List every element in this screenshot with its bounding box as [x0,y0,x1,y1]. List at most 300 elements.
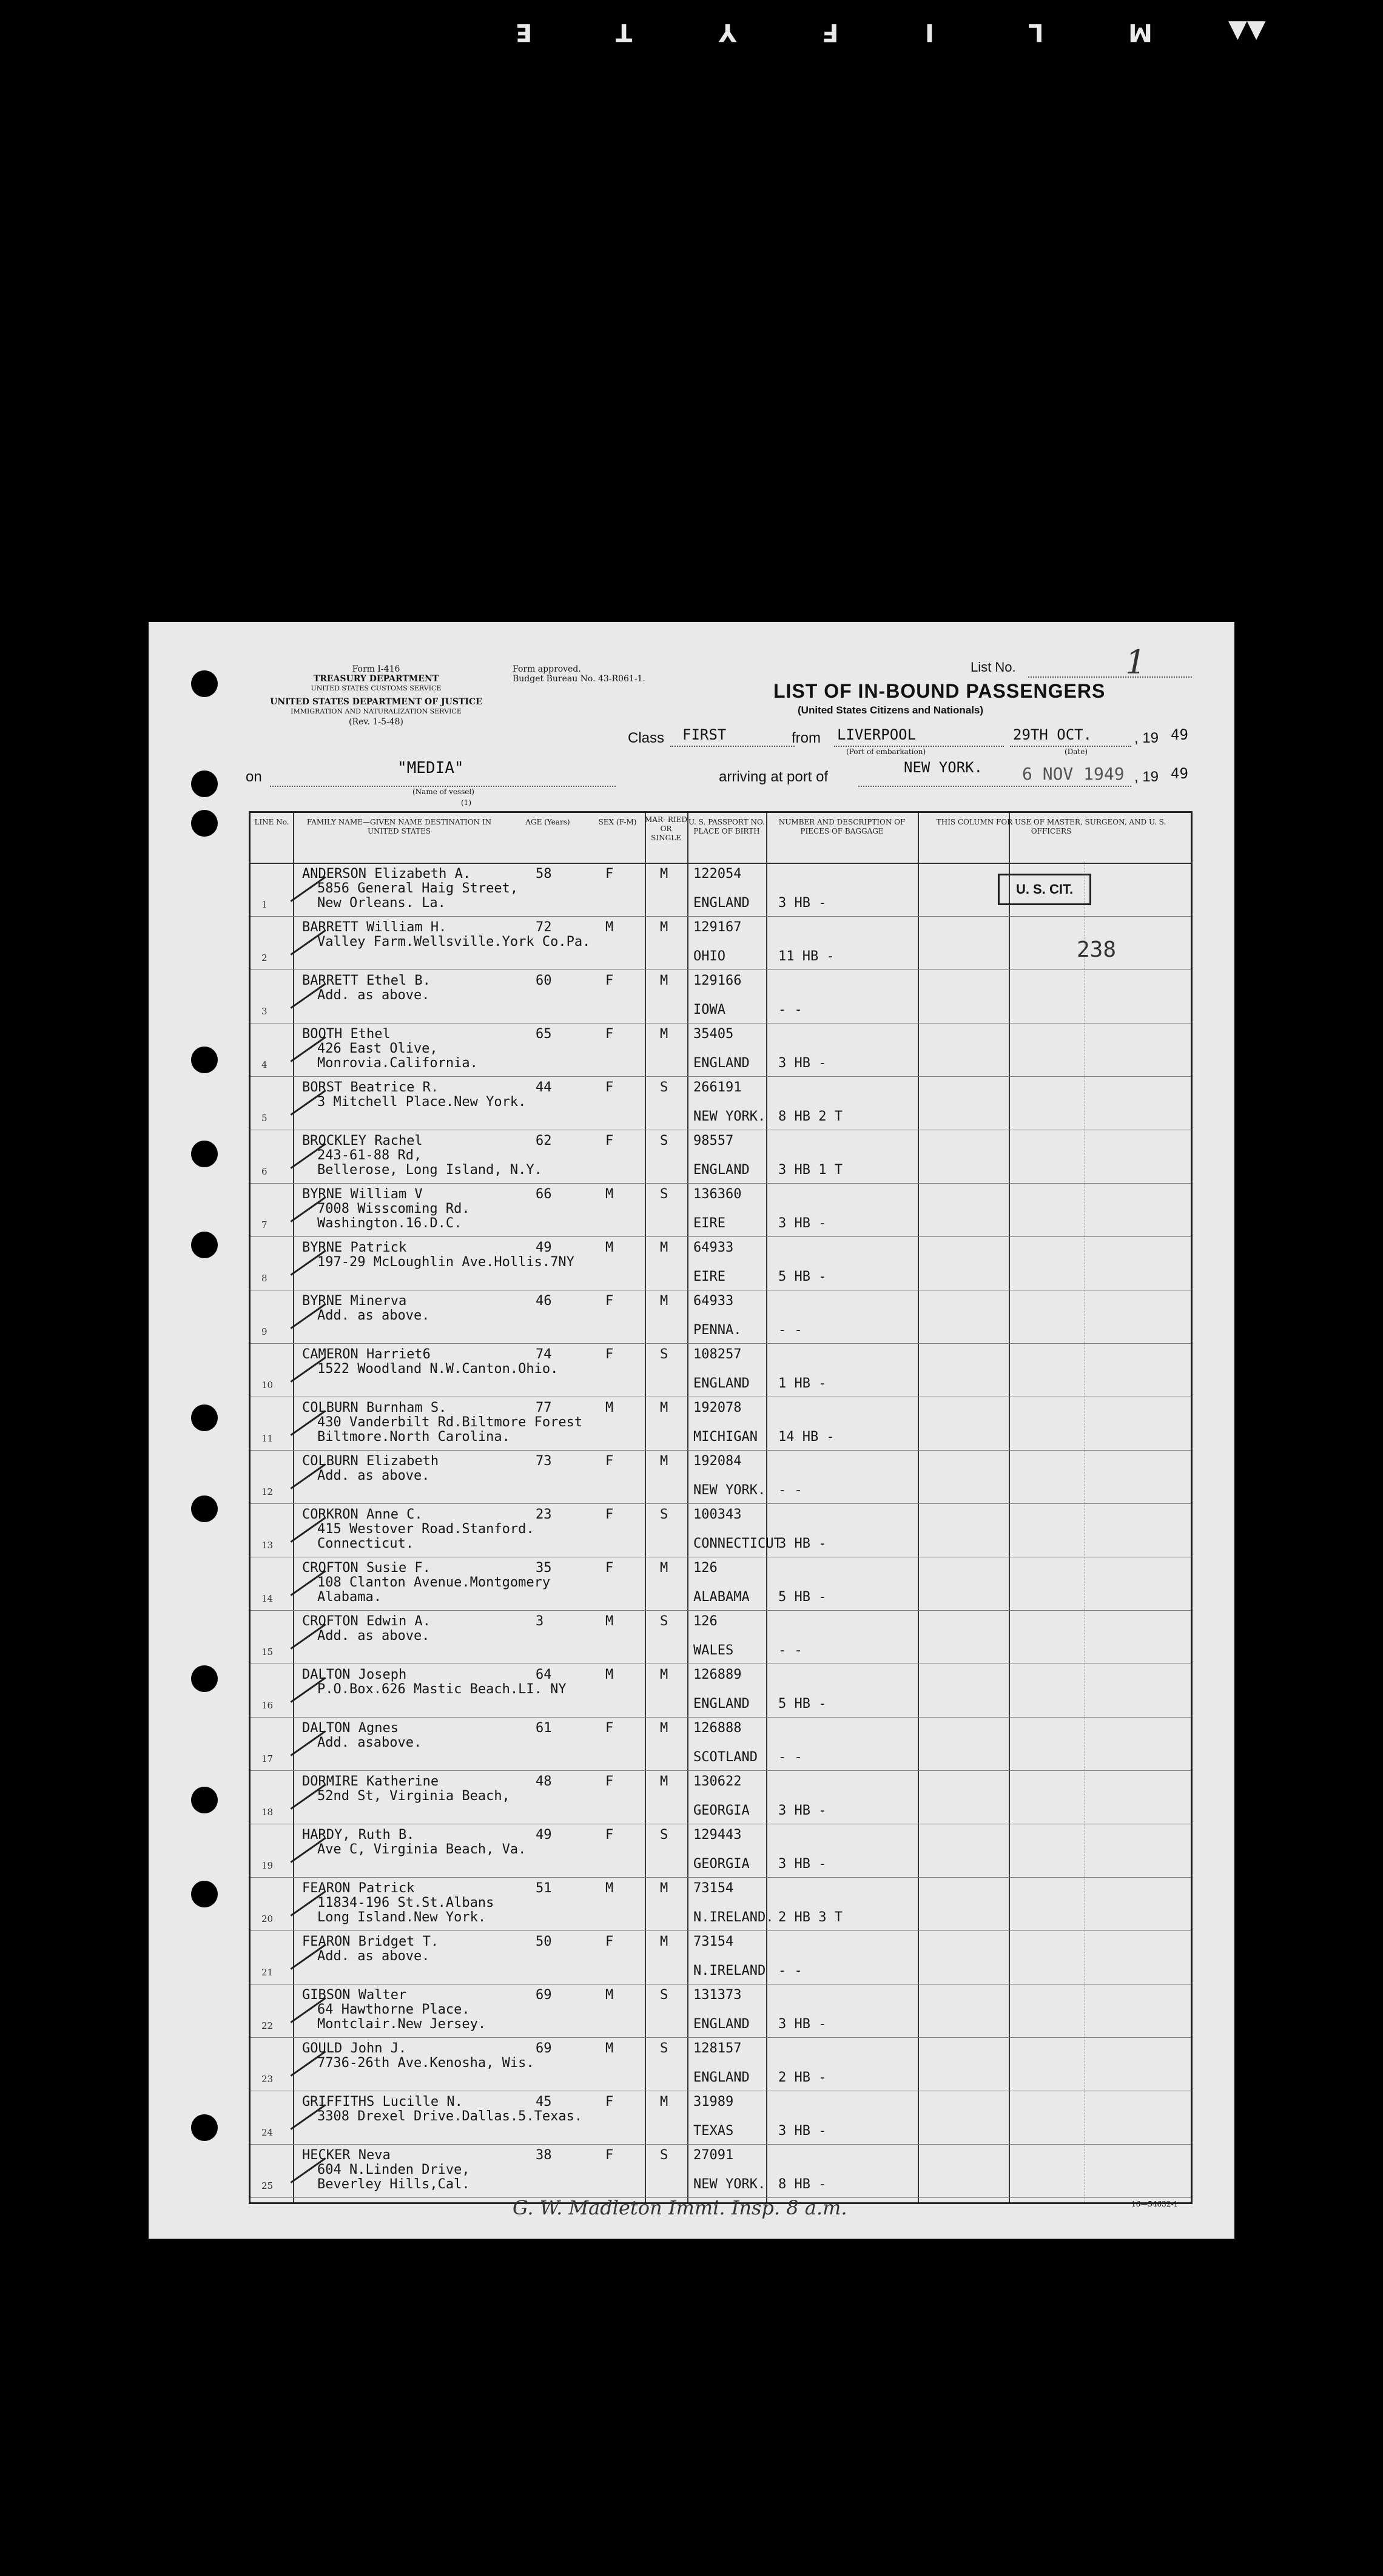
age-cell: 69 [536,1988,552,2003]
line-number: 24 [261,2127,274,2138]
address-line-1: 415 Westover Road.Stanford. [317,1522,534,1537]
passport-number: 126 [693,1614,718,1629]
sex-cell: F [605,2094,614,2109]
sex-cell: F [605,1347,614,1362]
embarkation-port: LIVERPOOL [837,726,917,743]
vessel-column-number: (1) [461,798,471,807]
place-of-birth: TEXAS [693,2123,734,2139]
table-row [251,971,1191,1022]
place-of-birth: GEORGIA [693,1803,750,1818]
passport-number: 27091 [693,2148,734,2163]
marital-status-cell: S [660,1347,668,1362]
baggage-cell: 3 HB - [778,1056,827,1071]
address-line-1: Valley Farm.Wellsville.York Co.Pa. [317,934,591,949]
table-row [251,1024,1191,1075]
baggage-cell: 8 HB - [778,2177,827,2192]
passport-number: 129166 [693,973,742,988]
age-cell: 35 [536,1560,552,1576]
baggage-cell: - - [778,1643,803,1658]
row-rule [251,1610,1191,1611]
passenger-name: FEARON Bridget T. [302,1934,439,1949]
from-label: from [792,730,821,746]
punch-hole [191,1495,218,1522]
baggage-cell: 2 HB 3 T [778,1910,843,1925]
punch-hole [191,1141,218,1167]
table-row [251,1932,1191,1983]
place-of-birth: EIRE [693,1269,725,1284]
age-cell: 49 [536,1827,552,1843]
passport-number: 128157 [693,2041,742,2056]
address-line-1: 7736-26th Ave.Kenosha, Wis. [317,2055,534,2071]
address-line-1: 3 Mitchell Place.New York. [317,1094,527,1110]
passport-number: 136360 [693,1187,742,1202]
manifest-sheet [149,622,1234,2239]
table-row [251,1505,1191,1556]
year-2: 49 [1171,765,1188,782]
sex-cell: M [605,920,614,935]
marital-status-cell: S [660,2041,668,2056]
passenger-name: CROFTON Susie F. [302,1560,431,1576]
line-number: 13 [261,1540,274,1551]
passport-number: 73154 [693,1934,734,1949]
passport-number: 122054 [693,866,742,882]
film-letter: I [925,18,934,46]
justice-dept: UNITED STATES DEPARTMENT OF JUSTICE [270,697,482,707]
row-rule [251,1236,1191,1237]
punch-hole [191,810,218,837]
place-of-birth: SCOTLAND [693,1750,758,1765]
address-line-1: 52nd St, Virginia Beach, [317,1789,510,1804]
class-value: FIRST [682,726,727,743]
row-rule [251,1877,1191,1878]
marital-status-cell: M [660,2094,668,2109]
line-number: 25 [261,2180,274,2191]
age-cell: 51 [536,1881,552,1896]
passenger-table [249,811,1193,2204]
baggage-cell: 2 HB - [778,2070,827,2085]
baggage-cell: 5 HB - [778,1696,827,1711]
passenger-name: BORST Beatrice R. [302,1080,439,1095]
table-row [251,1131,1191,1182]
passenger-name: BYRNE Minerva [302,1293,407,1309]
place-of-birth: N.IRELAND [693,1963,766,1978]
age-cell: 49 [536,1240,552,1255]
baggage-cell: - - [778,1750,803,1765]
table-row [251,2038,1191,2089]
sex-cell: F [605,1721,614,1736]
marital-status-cell: S [660,1080,668,1095]
punch-hole [191,1232,218,1258]
table-row [251,1772,1191,1822]
address-line-1: 5856 General Haig Street, [317,881,519,896]
immigration-service: IMMIGRATION AND NATURALIZATION SERVICE [291,707,462,715]
table-row [251,1985,1191,2036]
sex-cell: M [605,1240,614,1255]
baggage-cell: 3 HB - [778,1856,827,1872]
sex-cell: F [605,866,614,882]
age-cell: 66 [536,1187,552,1202]
sex-cell: M [605,1988,614,2003]
age-cell: 73 [536,1454,552,1469]
sex-cell: F [605,1507,614,1522]
list-no-value: 1 [1125,643,1146,681]
passport-number: 100343 [693,1507,742,1522]
passenger-name: CAMERON Harriet6 [302,1347,431,1362]
table-row [251,2145,1191,2196]
passport-number: 64933 [693,1240,734,1255]
year-1: 49 [1171,726,1188,743]
passport-number: 192084 [693,1454,742,1469]
place-of-birth: ALABAMA [693,1590,750,1605]
row-rule [251,1450,1191,1451]
passport-number: 192078 [693,1400,742,1415]
address-line-1: Add. as above. [317,988,430,1003]
colhead-name: FAMILY NAME—GIVEN NAME DESTINATION IN UNITED STATES [306,818,492,835]
line-number: 7 [261,1219,268,1230]
line-number: 23 [261,2074,274,2085]
inspector-signature: G. W. Madleton Immi. Insp. 8 a.m. [513,2196,847,2219]
marital-status-cell: M [660,1454,668,1469]
passenger-name: BARRETT Ethel B. [302,973,431,988]
punch-hole [191,1404,218,1431]
address-line-1: 64 Hawthorne Place. [317,2002,470,2017]
colhead-baggage: NUMBER AND DESCRIPTION OF PIECES OF BAGGAGE [778,818,906,835]
address-line-2: Long Island.New York. [317,1910,486,1925]
address-line-1: P.O.Box.626 Mastic Beach.LI. NY [317,1682,567,1697]
form-number: Form I-416 [352,664,400,674]
marital-status-cell: M [660,1560,668,1576]
place-of-birth: NEW YORK. [693,1483,766,1498]
table-row [251,1878,1191,1929]
sex-cell: F [605,1774,614,1789]
marital-status-cell: M [660,973,668,988]
line-number: 2 [261,953,268,963]
address-line-1: Ave C, Virginia Beach, Va. [317,1842,527,1857]
passport-number: 98557 [693,1133,734,1148]
age-cell: 38 [536,2148,552,2163]
marital-status-cell: M [660,1240,668,1255]
passenger-name: GRIFFITHS Lucille N. [302,2094,463,2109]
row-rule [251,1930,1191,1931]
address-line-1: Add. as above. [317,1308,430,1323]
line-number: 9 [261,1326,268,1337]
colhead-married: MAR- RIED OR SINGLE [645,815,688,842]
baggage-cell: 3 HB - [778,2017,827,2032]
address-line-1: Add. as above. [317,1468,430,1483]
vessel-name: "MEDIA" [397,759,464,777]
age-cell: 48 [536,1774,552,1789]
budget-bureau: Budget Bureau No. 43-R061-1. [513,674,645,684]
place-of-birth: IOWA [693,1002,725,1017]
place-of-birth: ENGLAND [693,2017,750,2032]
passenger-name: DALTON Agnes [302,1721,399,1736]
passenger-name: HARDY, Ruth B. [302,1827,415,1843]
sex-cell: F [605,1827,614,1843]
line-number: 6 [261,1166,268,1177]
film-letter: ▲▲ [1228,18,1266,46]
line-number: 4 [261,1059,268,1070]
year-prefix-1: , 19 [1134,730,1159,746]
sex-cell: M [605,1614,614,1629]
passport-number: 131373 [693,1988,742,2003]
line-number: 10 [261,1380,274,1391]
address-line-1: 197-29 McLoughlin Ave.Hollis.7NY [317,1255,574,1270]
baggage-cell: 3 HB - [778,895,827,911]
address-line-1: 108 Clanton Avenue.Montgomery [317,1575,551,1590]
passenger-name: DALTON Joseph [302,1667,407,1682]
place-of-birth: ENGLAND [693,1696,750,1711]
baggage-cell: - - [778,1963,803,1978]
place-of-birth: GEORGIA [693,1856,750,1872]
film-letter: Y [719,18,736,46]
age-cell: 61 [536,1721,552,1736]
place-of-birth: NEW YORK. [693,1109,766,1124]
address-line-2: Montclair.New Jersey. [317,2017,486,2032]
line-number: 1 [261,899,268,910]
colhead-sex: SEX (F-M) [598,818,637,826]
baggage-cell: 3 HB - [778,2123,827,2139]
table-row [251,1665,1191,1716]
sex-cell: M [605,1667,614,1682]
table-row [251,1398,1191,1449]
arrival-line [858,786,1131,787]
marital-status-cell: M [660,1721,668,1736]
us-citizen-stamp: U. S. CIT. [998,874,1091,905]
passenger-name: DORMIRE Katherine [302,1774,439,1789]
passenger-name: BARRETT William H. [302,920,447,935]
age-cell: 65 [536,1027,552,1042]
baggage-cell: 3 HB - [778,1803,827,1818]
passenger-name: GIBSON Walter [302,1988,407,2003]
age-cell: 50 [536,1934,552,1949]
baggage-cell: 3 HB 1 T [778,1162,843,1178]
place-of-birth: NEW YORK. [693,2177,766,2192]
age-cell: 72 [536,920,552,935]
place-of-birth: WALES [693,1643,734,1658]
address-line-1: 1522 Woodland N.W.Canton.Ohio. [317,1361,559,1377]
address-line-1: 430 Vanderbilt Rd.Biltmore Forest [317,1415,583,1430]
line-number: 8 [261,1273,268,1284]
sex-cell: M [605,2041,614,2056]
baggage-cell: - - [778,1483,803,1498]
punch-hole [191,1881,218,1907]
line-number: 22 [261,2020,274,2031]
sex-cell: F [605,2148,614,2163]
table-row [251,1077,1191,1128]
sex-cell: F [605,1934,614,1949]
address-line-1: Add. as above. [317,1949,430,1964]
marital-status-cell: S [660,1614,668,1629]
age-cell: 45 [536,2094,552,2109]
place-of-birth: OHIO [693,949,725,964]
passenger-name: BYRNE Patrick [302,1240,407,1255]
line-number: 16 [261,1700,274,1711]
age-cell: 23 [536,1507,552,1522]
place-of-birth: CONNECTICUT [693,1536,782,1551]
baggage-cell: 1 HB - [778,1376,827,1391]
marital-status-cell: M [660,1027,668,1042]
line-number: 5 [261,1113,268,1124]
marital-status-cell: S [660,1507,668,1522]
passport-number: 129167 [693,920,742,935]
passport-number: 73154 [693,1881,734,1896]
baggage-cell: 14 HB - [778,1429,835,1445]
table-row [251,1184,1191,1235]
age-cell: 69 [536,2041,552,2056]
film-letter: M [1128,18,1152,46]
place-of-birth: ENGLAND [693,1376,750,1391]
punch-hole [191,1787,218,1813]
passport-number: 108257 [693,1347,742,1362]
form-revision: (Rev. 1-5-48) [349,717,403,727]
year-prefix-2: , 19 [1134,769,1159,785]
address-line-1: 243-61-88 Rd, [317,1148,422,1163]
baggage-cell: 5 HB - [778,1590,827,1605]
sex-cell: F [605,1080,614,1095]
address-line-2: Biltmore.North Carolina. [317,1429,510,1445]
place-of-birth: ENGLAND [693,2070,750,2085]
arrival-date-stamp: 6 NOV 1949 [1022,764,1125,784]
treasury-dept: TREASURY DEPARTMENT [313,674,439,684]
age-cell: 62 [536,1133,552,1148]
colhead-passport: U. S. PASSPORT NO. PLACE OF BIRTH [688,818,765,835]
film-letter: L [1028,18,1044,46]
marital-status-cell: M [660,1934,668,1949]
sex-cell: F [605,973,614,988]
place-of-birth: N.IRELAND. [693,1910,774,1925]
baggage-cell: 11 HB - [778,949,835,964]
list-no-line [1028,676,1192,678]
line-number: 12 [261,1486,274,1497]
passport-number: 64933 [693,1293,734,1309]
page-subtitle: (United States Citizens and Nationals) [798,704,984,716]
age-cell: 60 [536,973,552,988]
line-number: 17 [261,1753,274,1764]
table-row [251,2092,1191,2143]
table-row [251,1238,1191,1289]
customs-service: UNITED STATES CUSTOMS SERVICE [311,684,442,692]
row-rule [251,1076,1191,1077]
baggage-cell: - - [778,1002,803,1017]
punch-hole [191,670,218,697]
film-strip-header [516,18,1341,55]
age-cell: 77 [536,1400,552,1415]
row-rule [251,916,1191,917]
address-line-1: 3308 Drexel Drive.Dallas.5.Texas. [317,2109,583,2124]
place-of-birth: ENGLAND [693,895,750,911]
arriving-label: arriving at port of [719,769,829,785]
line-number: 11 [261,1433,274,1444]
line-number: 14 [261,1593,274,1604]
table-row [251,917,1191,968]
address-line-2: Washington.16.D.C. [317,1216,462,1231]
passport-number: 126889 [693,1667,742,1682]
marital-status-cell: M [660,1881,668,1896]
film-letter: F [822,18,839,46]
marital-status-cell: S [660,1827,668,1843]
address-line-2: Bellerose, Long Island, N.Y. [317,1162,542,1178]
passport-number: 126 [693,1560,718,1576]
line-number: 20 [261,1913,274,1924]
passenger-name: CORKRON Anne C. [302,1507,423,1522]
marital-status-cell: S [660,1187,668,1202]
sex-cell: M [605,1400,614,1415]
address-line-2: Alabama. [317,1590,382,1605]
passport-number: 126888 [693,1721,742,1736]
address-line-1: Add. asabove. [317,1735,422,1750]
table-row [251,1291,1191,1342]
age-cell: 46 [536,1293,552,1309]
film-letter: T [616,18,633,46]
row-rule [251,1343,1191,1344]
passport-number: 35405 [693,1027,734,1042]
baggage-cell: 5 HB - [778,1269,827,1284]
line-number: 3 [261,1006,268,1017]
row-rule [251,1503,1191,1504]
punch-hole [191,770,218,797]
table-row [251,1825,1191,1876]
address-line-2: Connecticut. [317,1536,414,1551]
passport-number: 31989 [693,2094,734,2109]
marital-status-cell: M [660,1774,668,1789]
passenger-name: BYRNE William V [302,1187,423,1202]
address-line-2: New Orleans. La. [317,895,446,911]
punch-hole [191,1665,218,1692]
line-number: 19 [261,1860,274,1871]
baggage-cell: 8 HB 2 T [778,1109,843,1124]
row-rule [251,969,1191,970]
embarkation-note: (Port of embarkation) [846,747,926,756]
sex-cell: F [605,1560,614,1576]
footer-code: 16—54632-1 [1131,2200,1179,2208]
passenger-name: BROCKLEY Rachel [302,1133,423,1148]
line-number: 15 [261,1647,274,1657]
passenger-name: HECKER Neva [302,2148,391,2163]
form-approved: Form approved. [513,664,581,674]
address-line-1: Add. as above. [317,1628,430,1644]
punch-hole [191,1047,218,1073]
place-of-birth: ENGLAND [693,1056,750,1071]
baggage-cell: 3 HB - [778,1216,827,1231]
table-row [251,1344,1191,1395]
marital-status-cell: S [660,1133,668,1148]
row-rule [251,2037,1191,2038]
place-of-birth: ENGLAND [693,1162,750,1178]
film-letter: E [516,18,533,46]
baggage-cell: 3 HB - [778,1536,827,1551]
row-rule [251,1770,1191,1771]
age-cell: 44 [536,1080,552,1095]
row-rule [251,1717,1191,1718]
page-title: LIST OF IN-BOUND PASSENGERS [773,680,1106,702]
marital-status-cell: M [660,920,668,935]
marital-status-cell: M [660,1400,668,1415]
sex-cell: F [605,1133,614,1148]
colhead-line-no: LINE No. [254,818,289,826]
row-rule [251,1183,1191,1184]
table-row [251,1558,1191,1609]
sex-cell: M [605,1187,614,1202]
list-no-label: List No. [971,659,1016,675]
marital-status-cell: S [660,2148,668,2163]
address-line-2: Monrovia.California. [317,1056,478,1071]
officer-number: 238 [1077,937,1117,962]
passenger-name: COLBURN Burnham S. [302,1400,447,1415]
table-row [251,1611,1191,1662]
line-number: 21 [261,1967,274,1978]
passenger-name: COLBURN Elizabeth [302,1454,439,1469]
passenger-name: ANDERSON Elizabeth A. [302,866,471,882]
